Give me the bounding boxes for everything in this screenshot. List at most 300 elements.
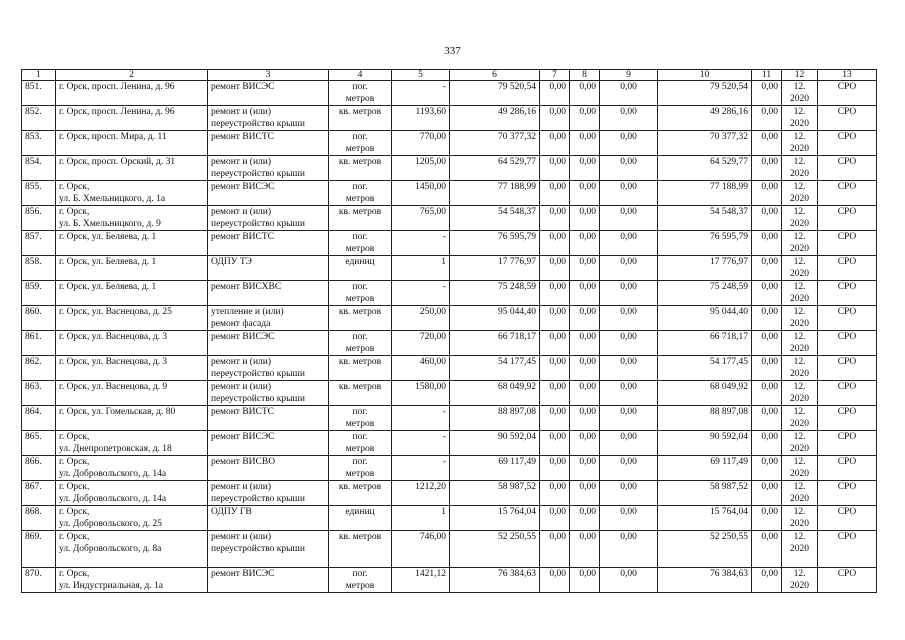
deadline-cell-line: 2020	[790, 144, 809, 154]
column-number: 10	[658, 70, 752, 81]
deadline-cell-line: 12.	[793, 107, 806, 117]
work-type-cell	[208, 506, 329, 531]
work-type-cell	[208, 431, 329, 456]
deadline-cell-line: 2020	[790, 119, 809, 129]
fund-cost-cell: 76 595,79	[658, 231, 752, 256]
method-cell: СРО	[818, 131, 877, 156]
column-number: 8	[570, 70, 600, 81]
value-cell: 0,00	[540, 156, 570, 181]
value-cell: 0,00	[570, 531, 600, 568]
value-cell: 0,00	[600, 106, 658, 131]
unit-cell	[329, 431, 392, 456]
value-cell: 0,00	[600, 231, 658, 256]
unit-cell	[329, 106, 392, 131]
value-cell: 0,00	[752, 256, 782, 281]
row-number: 863.	[22, 381, 56, 406]
value-cell: 0,00	[540, 131, 570, 156]
work-type-cell-line: ремонт ВИСЭС	[211, 182, 275, 192]
total-cost-cell: 49 286,16	[450, 106, 540, 131]
fund-cost-cell: 75 248,59	[658, 281, 752, 306]
table-row	[22, 156, 877, 181]
value-cell: 0,00	[540, 306, 570, 331]
value-cell: 0,00	[570, 256, 600, 281]
address-cell	[56, 106, 208, 131]
address-cell-line: г. Орск, ул. Беляева, д. 1	[59, 282, 157, 292]
deadline-cell	[782, 206, 818, 231]
value-cell: 0,00	[570, 306, 600, 331]
deadline-cell-line: 12.	[793, 357, 806, 367]
row-number: 859.	[22, 281, 56, 306]
work-type-cell	[208, 281, 329, 306]
quantity-cell: -	[392, 456, 450, 481]
method-cell: СРО	[818, 456, 877, 481]
unit-cell	[329, 406, 392, 431]
deadline-cell-line: 2020	[790, 419, 809, 429]
quantity-cell: 770,00	[392, 131, 450, 156]
value-cell: 0,00	[600, 281, 658, 306]
unit-cell	[329, 331, 392, 356]
work-type-cell	[208, 256, 329, 281]
row-number: 853.	[22, 131, 56, 156]
work-type-cell-line: ремонт ВИСЭС	[211, 432, 275, 442]
total-cost-cell: 79 520,54	[450, 81, 540, 106]
value-cell: 0,00	[540, 106, 570, 131]
fund-cost-cell: 17 776,97	[658, 256, 752, 281]
quantity-cell: 720,00	[392, 331, 450, 356]
value-cell: 0,00	[540, 181, 570, 206]
deadline-cell-line: 2020	[790, 169, 809, 179]
deadline-cell-line: 2020	[790, 194, 809, 204]
method-cell: СРО	[818, 156, 877, 181]
work-type-cell	[208, 531, 329, 568]
value-cell: 0,00	[600, 81, 658, 106]
quantity-cell: 1580,00	[392, 381, 450, 406]
work-type-cell-line: ОДПУ ТЭ	[211, 257, 252, 267]
quantity-cell: 1	[392, 506, 450, 531]
value-cell: 0,00	[600, 481, 658, 506]
unit-cell-line: пог.	[352, 232, 368, 242]
deadline-cell-line: 2020	[790, 544, 809, 554]
unit-cell-line: метров	[345, 194, 375, 204]
deadline-cell	[782, 568, 818, 593]
quantity-cell: 1	[392, 256, 450, 281]
table-row	[22, 106, 877, 131]
value-cell: 0,00	[600, 568, 658, 593]
row-number: 869.	[22, 531, 56, 568]
value-cell: 0,00	[570, 568, 600, 593]
deadline-cell-line: 2020	[790, 581, 809, 591]
deadline-cell	[782, 131, 818, 156]
row-number: 865.	[22, 431, 56, 456]
table-row	[22, 381, 877, 406]
row-number: 854.	[22, 156, 56, 181]
table-row	[22, 506, 877, 531]
total-cost-cell: 15 764,04	[450, 506, 540, 531]
value-cell: 0,00	[752, 356, 782, 381]
value-cell: 0,00	[600, 156, 658, 181]
address-cell	[56, 306, 208, 331]
address-cell-line: г. Орск,	[59, 532, 90, 542]
method-cell: СРО	[818, 281, 877, 306]
value-cell: 0,00	[752, 281, 782, 306]
column-number: 1	[22, 70, 56, 81]
value-cell: 0,00	[540, 281, 570, 306]
fund-cost-cell: 77 188,99	[658, 181, 752, 206]
unit-cell-line: метров	[345, 581, 375, 591]
unit-cell-line: метров	[345, 294, 375, 304]
work-type-cell	[208, 568, 329, 593]
work-type-cell	[208, 231, 329, 256]
deadline-cell	[782, 431, 818, 456]
value-cell: 0,00	[752, 431, 782, 456]
work-type-cell	[208, 181, 329, 206]
deadline-cell-line: 12.	[793, 507, 806, 517]
deadline-cell-line: 12.	[793, 307, 806, 317]
address-cell	[56, 531, 208, 568]
row-number: 864.	[22, 406, 56, 431]
value-cell: 0,00	[752, 331, 782, 356]
deadline-cell-line: 12.	[793, 82, 806, 92]
address-cell	[56, 131, 208, 156]
page-number: 337	[444, 45, 461, 57]
row-number: 861.	[22, 331, 56, 356]
address-cell-line: ул. Добровольского, д. 14а	[59, 494, 167, 504]
total-cost-cell: 90 592,04	[450, 431, 540, 456]
fund-cost-cell: 54 548,37	[658, 206, 752, 231]
value-cell: 0,00	[600, 256, 658, 281]
method-cell: СРО	[818, 568, 877, 593]
total-cost-cell: 54 548,37	[450, 206, 540, 231]
unit-cell-line: пог.	[352, 457, 368, 467]
unit-cell-line: метров	[345, 419, 375, 429]
method-cell: СРО	[818, 481, 877, 506]
value-cell: 0,00	[600, 381, 658, 406]
method-cell: СРО	[818, 81, 877, 106]
value-cell: 0,00	[600, 181, 658, 206]
unit-cell-line: пог.	[352, 132, 368, 142]
value-cell: 0,00	[752, 456, 782, 481]
deadline-cell-line: 12.	[793, 482, 806, 492]
row-number: 856.	[22, 206, 56, 231]
value-cell: 0,00	[570, 356, 600, 381]
deadline-cell	[782, 381, 818, 406]
address-cell	[56, 181, 208, 206]
unit-cell	[329, 506, 392, 531]
table-row	[22, 331, 877, 356]
work-type-cell-line: переустройство крыши	[211, 369, 305, 379]
unit-cell	[329, 231, 392, 256]
method-cell: СРО	[818, 506, 877, 531]
deadline-cell-line: 2020	[790, 319, 809, 329]
work-type-cell-line: переустройство крыши	[211, 119, 305, 129]
unit-cell-line: пог.	[352, 569, 368, 579]
fund-cost-cell: 70 377,32	[658, 131, 752, 156]
work-type-cell-line: переустройство крыши	[211, 394, 305, 404]
table-row	[22, 568, 877, 593]
work-type-cell-line: ремонт и (или)	[211, 357, 272, 367]
work-type-cell-line: утепление и (или)	[211, 307, 284, 317]
value-cell: 0,00	[600, 531, 658, 568]
unit-cell-line: кв. метров	[338, 307, 382, 317]
work-type-cell-line: ремонт ВИСТС	[211, 407, 275, 417]
work-type-cell-line: ремонт и (или)	[211, 157, 272, 167]
work-type-cell-line: ремонт и (или)	[211, 482, 272, 492]
address-cell-line: г. Орск,	[59, 569, 90, 579]
deadline-cell-line: 2020	[790, 469, 809, 479]
deadline-cell	[782, 406, 818, 431]
fund-cost-cell: 68 049,92	[658, 381, 752, 406]
column-number: 6	[450, 70, 540, 81]
address-cell-line: ул. Добровольского, д. 25	[59, 519, 162, 529]
value-cell: 0,00	[570, 431, 600, 456]
column-number-row	[22, 70, 877, 81]
value-cell: 0,00	[570, 231, 600, 256]
deadline-cell	[782, 481, 818, 506]
unit-cell	[329, 456, 392, 481]
value-cell: 0,00	[570, 481, 600, 506]
deadline-cell-line: 12.	[793, 457, 806, 467]
address-cell	[56, 381, 208, 406]
address-cell	[56, 356, 208, 381]
work-type-cell-line: ремонт ВИСТС	[211, 232, 275, 242]
table-row	[22, 406, 877, 431]
unit-cell-line: пог.	[352, 182, 368, 192]
unit-cell-line: пог.	[352, 332, 368, 342]
unit-cell	[329, 568, 392, 593]
value-cell: 0,00	[540, 456, 570, 481]
work-type-cell-line: ремонт фасада	[211, 319, 271, 329]
work-type-cell	[208, 406, 329, 431]
work-type-cell-line: ремонт и (или)	[211, 382, 272, 392]
deadline-cell-line: 12.	[793, 182, 806, 192]
column-number: 5	[392, 70, 450, 81]
address-cell	[56, 331, 208, 356]
address-cell	[56, 281, 208, 306]
address-cell-line: г. Орск,	[59, 482, 90, 492]
deadline-cell-line: 2020	[790, 494, 809, 504]
value-cell: 0,00	[570, 106, 600, 131]
unit-cell-line: единиц	[345, 257, 375, 267]
value-cell: 0,00	[600, 356, 658, 381]
value-cell: 0,00	[600, 406, 658, 431]
fund-cost-cell: 79 520,54	[658, 81, 752, 106]
unit-cell-line: метров	[345, 444, 375, 454]
value-cell: 0,00	[540, 206, 570, 231]
value-cell: 0,00	[752, 406, 782, 431]
deadline-cell	[782, 106, 818, 131]
work-type-cell	[208, 331, 329, 356]
address-cell	[56, 81, 208, 106]
address-cell	[56, 456, 208, 481]
method-cell: СРО	[818, 531, 877, 568]
value-cell: 0,00	[752, 156, 782, 181]
value-cell: 0,00	[752, 106, 782, 131]
address-cell	[56, 406, 208, 431]
work-type-cell	[208, 131, 329, 156]
work-type-cell-line: ремонт ВИСХВС	[211, 282, 282, 292]
deadline-cell-line: 2020	[790, 294, 809, 304]
unit-cell	[329, 281, 392, 306]
quantity-cell: 1421,12	[392, 568, 450, 593]
deadline-cell	[782, 81, 818, 106]
work-type-cell	[208, 481, 329, 506]
deadline-cell-line: 2020	[790, 269, 809, 279]
column-number: 13	[818, 70, 877, 81]
deadline-cell	[782, 256, 818, 281]
work-type-cell	[208, 456, 329, 481]
quantity-cell: 1205,00	[392, 156, 450, 181]
value-cell: 0,00	[600, 206, 658, 231]
unit-cell	[329, 156, 392, 181]
address-cell-line: г. Орск, ул. Васнецова, д. 3	[59, 332, 168, 342]
value-cell: 0,00	[752, 206, 782, 231]
quantity-cell: -	[392, 281, 450, 306]
method-cell: СРО	[818, 331, 877, 356]
deadline-cell	[782, 231, 818, 256]
deadline-cell	[782, 181, 818, 206]
address-cell-line: г. Орск, ул. Васнецова, д. 9	[59, 382, 168, 392]
address-cell-line: г. Орск, просп. Ленина, д. 96	[59, 107, 175, 117]
address-cell-line: г. Орск, просп. Мира, д. 11	[59, 132, 167, 142]
unit-cell	[329, 306, 392, 331]
address-cell	[56, 256, 208, 281]
column-number: 3	[208, 70, 329, 81]
row-number: 852.	[22, 106, 56, 131]
unit-cell-line: кв. метров	[338, 482, 382, 492]
address-cell-line: г. Орск, ул. Гомельская, д. 80	[59, 407, 176, 417]
unit-cell	[329, 531, 392, 568]
value-cell: 0,00	[600, 306, 658, 331]
work-type-cell	[208, 156, 329, 181]
method-cell: СРО	[818, 356, 877, 381]
value-cell: 0,00	[540, 506, 570, 531]
method-cell: СРО	[818, 306, 877, 331]
value-cell: 0,00	[752, 531, 782, 568]
value-cell: 0,00	[570, 331, 600, 356]
total-cost-cell: 70 377,32	[450, 131, 540, 156]
table-row	[22, 456, 877, 481]
value-cell: 0,00	[752, 481, 782, 506]
work-type-cell	[208, 306, 329, 331]
row-number: 867.	[22, 481, 56, 506]
value-cell: 0,00	[600, 331, 658, 356]
work-type-cell	[208, 106, 329, 131]
deadline-cell-line: 12.	[793, 132, 806, 142]
address-cell	[56, 156, 208, 181]
value-cell: 0,00	[540, 356, 570, 381]
value-cell: 0,00	[540, 431, 570, 456]
value-cell: 0,00	[570, 131, 600, 156]
value-cell: 0,00	[570, 156, 600, 181]
table-row	[22, 431, 877, 456]
unit-cell-line: кв. метров	[338, 532, 382, 542]
unit-cell	[329, 81, 392, 106]
address-cell-line: ул. Днепропетровская, д. 18	[59, 444, 172, 454]
table-row	[22, 531, 877, 568]
method-cell: СРО	[818, 206, 877, 231]
total-cost-cell: 52 250,55	[450, 531, 540, 568]
column-number: 2	[56, 70, 208, 81]
method-cell: СРО	[818, 106, 877, 131]
value-cell: 0,00	[540, 406, 570, 431]
quantity-cell: -	[392, 431, 450, 456]
address-cell-line: г. Орск, просп. Ленина, д. 96	[59, 82, 175, 92]
address-cell-line: г. Орск, просп. Орский, д. 31	[59, 157, 176, 167]
table-row	[22, 481, 877, 506]
address-cell-line: ул. Б. Хмельницкого, д. 1а	[59, 194, 166, 204]
value-cell: 0,00	[752, 306, 782, 331]
fund-cost-cell: 64 529,77	[658, 156, 752, 181]
address-cell	[56, 431, 208, 456]
value-cell: 0,00	[752, 568, 782, 593]
fund-cost-cell: 52 250,55	[658, 531, 752, 568]
row-number: 870.	[22, 568, 56, 593]
column-number: 9	[600, 70, 658, 81]
deadline-cell	[782, 156, 818, 181]
method-cell: СРО	[818, 231, 877, 256]
deadline-cell	[782, 506, 818, 531]
deadline-cell-line: 2020	[790, 344, 809, 354]
quantity-cell: 1450,00	[392, 181, 450, 206]
work-type-cell-line: ремонт ВИСТС	[211, 132, 275, 142]
work-type-cell-line: переустройство крыши	[211, 494, 305, 504]
fund-cost-cell: 88 897,08	[658, 406, 752, 431]
address-cell-line: г. Орск,	[59, 457, 90, 467]
value-cell: 0,00	[570, 181, 600, 206]
table-row	[22, 281, 877, 306]
value-cell: 0,00	[570, 381, 600, 406]
table-row	[22, 231, 877, 256]
fund-cost-cell: 49 286,16	[658, 106, 752, 131]
table-row	[22, 131, 877, 156]
column-number: 4	[329, 70, 392, 81]
value-cell: 0,00	[570, 81, 600, 106]
total-cost-cell: 76 384,63	[450, 568, 540, 593]
deadline-cell	[782, 456, 818, 481]
table-row	[22, 256, 877, 281]
row-number: 868.	[22, 506, 56, 531]
deadline-cell-line: 12.	[793, 407, 806, 417]
deadline-cell-line: 2020	[790, 394, 809, 404]
total-cost-cell: 69 117,49	[450, 456, 540, 481]
value-cell: 0,00	[540, 481, 570, 506]
total-cost-cell: 77 188,99	[450, 181, 540, 206]
address-cell	[56, 206, 208, 231]
total-cost-cell: 76 595,79	[450, 231, 540, 256]
table-row	[22, 206, 877, 231]
deadline-cell	[782, 281, 818, 306]
value-cell: 0,00	[570, 206, 600, 231]
deadline-cell-line: 12.	[793, 157, 806, 167]
unit-cell-line: метров	[345, 94, 375, 104]
value-cell: 0,00	[752, 181, 782, 206]
value-cell: 0,00	[752, 381, 782, 406]
address-cell-line: г. Орск, ул. Беляева, д. 1	[59, 232, 157, 242]
value-cell: 0,00	[540, 381, 570, 406]
unit-cell-line: кв. метров	[338, 207, 382, 217]
address-cell-line: г. Орск,	[59, 207, 90, 217]
method-cell: СРО	[818, 256, 877, 281]
unit-cell-line: кв. метров	[338, 107, 382, 117]
total-cost-cell: 88 897,08	[450, 406, 540, 431]
column-number: 7	[540, 70, 570, 81]
address-cell-line: г. Орск,	[59, 507, 90, 517]
value-cell: 0,00	[540, 531, 570, 568]
address-cell-line: г. Орск, ул. Васнецова, д. 25	[59, 307, 172, 317]
fund-cost-cell: 66 718,17	[658, 331, 752, 356]
value-cell: 0,00	[600, 456, 658, 481]
quantity-cell: -	[392, 406, 450, 431]
